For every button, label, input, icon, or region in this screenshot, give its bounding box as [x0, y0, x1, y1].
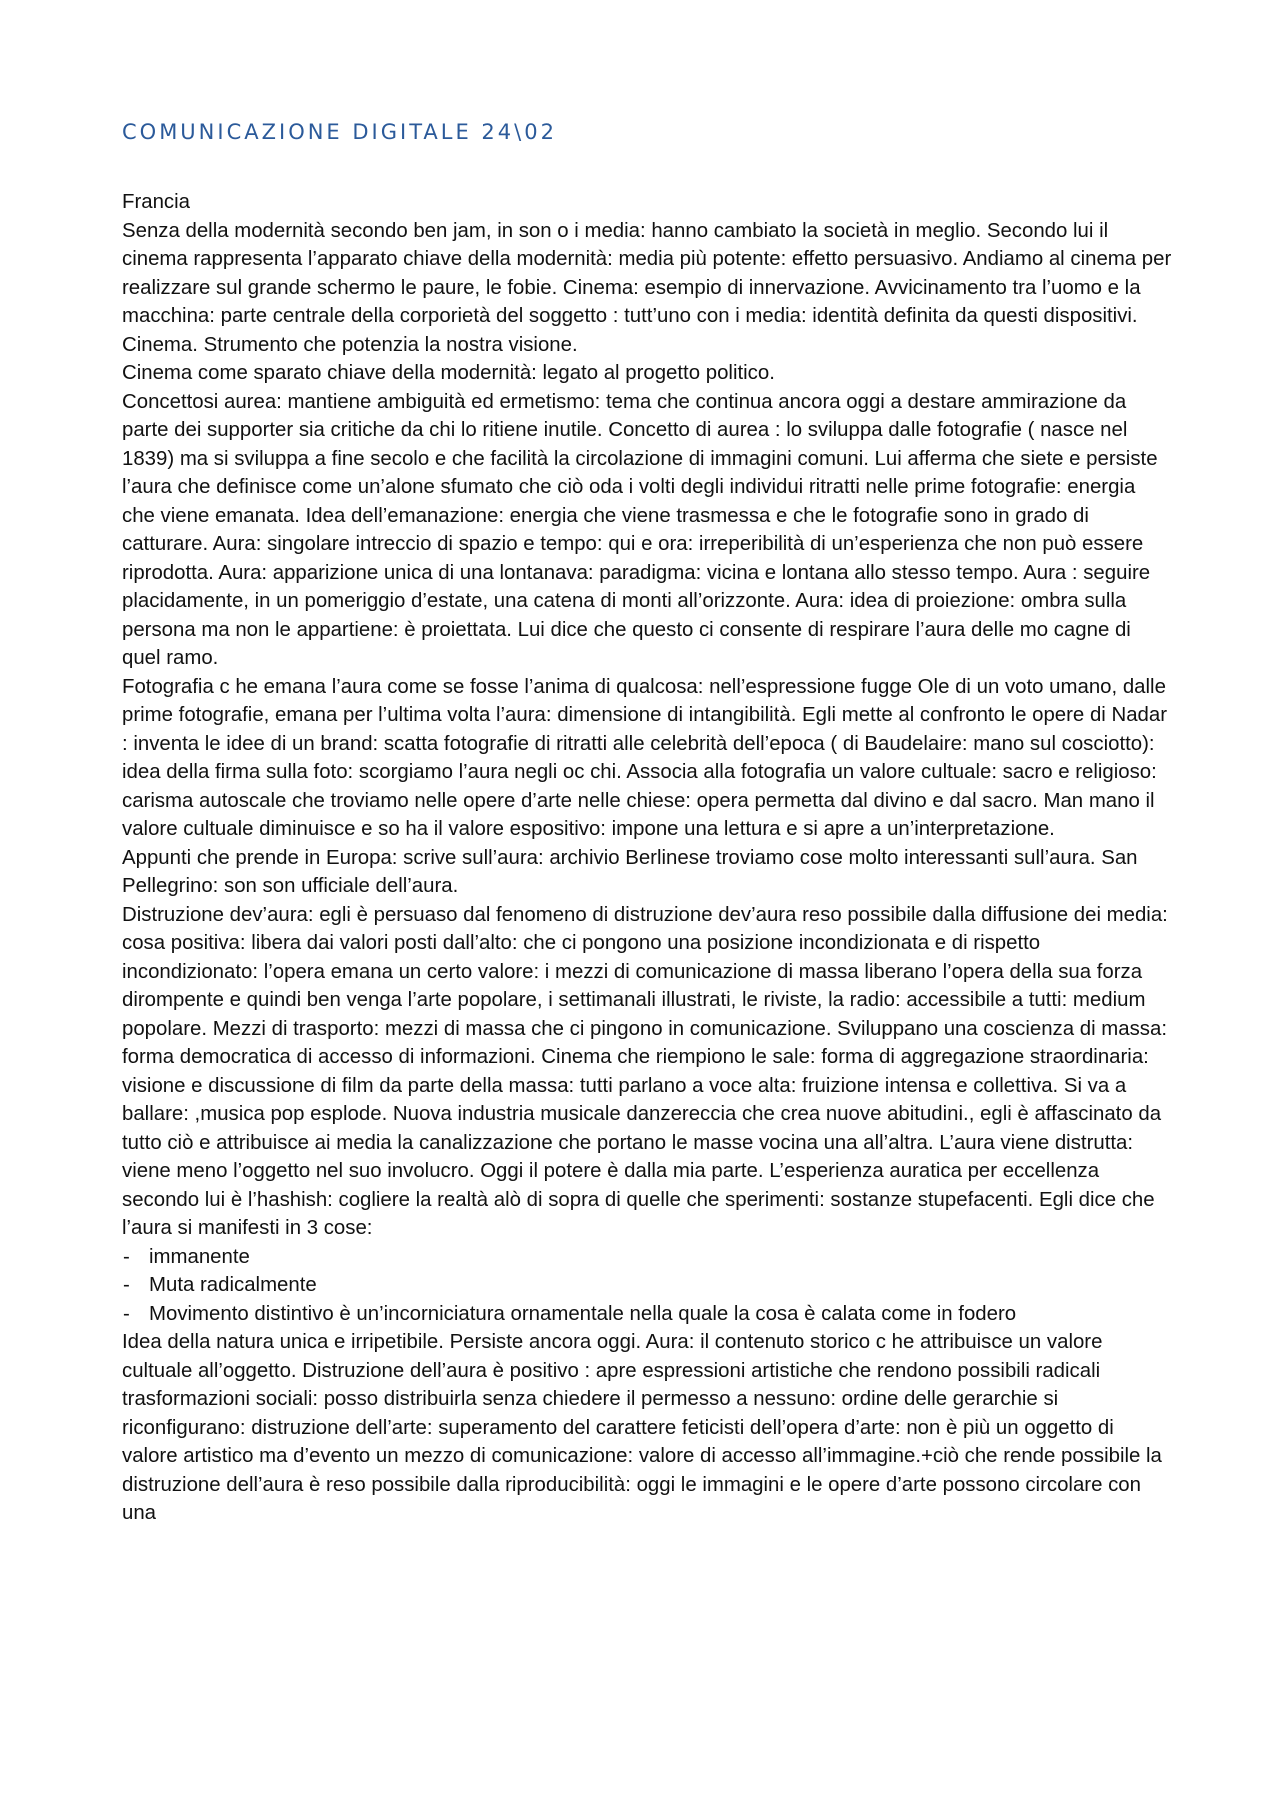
- bullet-list: [122, 1243, 1172, 1329]
- document-title: COMUNICAZIONE DIGITALE 24\02: [122, 120, 557, 144]
- bullet-item: - Movimento distintivo è un’incorniciatura ornamentale nella quale la cosa è calata come in fodero: [122, 1300, 1172, 1329]
- paragraph: Fotografia c he emana l’aura come se fosse l’anima di qualcosa: nell’espressione fugge Ole di un voto umano, dalle prime fotografie, emana per l’ultima volta l’aura: dimensione di intangibilità. Egli mette al confronto le opere di Nadar : inventa le idee di un brand: scatta fotografie di ritratti alle celebrità dell’epoca ( di Baudelaire: mano sul cosciotto): idea della firma sulla foto: scorgiamo l’aura negli oc chi. Associa alla fotografia un valore cultuale: sacro e religioso: carisma autoscale che troviamo nelle opere d’arte nelle chiese: opera permetta dal divino e dal sacro. Man mano il valore cultuale diminuisce e so ha il valore espositivo: impone una lettura e si apre a un’interpretazione.: [122, 675, 1168, 840]
- paragraph: Appunti che prende in Europa: scrive sull’aura: archivio Berlinese troviamo cose molto interessanti sull’aura. San Pellegrino: son son ufficiale dell’aura.: [122, 846, 1138, 897]
- paragraph: Idea della natura unica e irripetibile. Persiste ancora oggi. Aura: il contenuto storico c he attribuisce un valore cultuale all’oggetto. Distruzione dell’aura è positivo : apre espressioni artistiche che rendono possibili radicali trasformazioni sociali: posso distribuirla senza chiedere il permesso a nessuno: ordine delle gerarchie si riconfigurano: distruzione dell’arte: superamento del carattere feticisti dell’opera d’arte: non è più un oggetto di valore artistico ma d’evento un mezzo di comunicazione: valore di accesso all’immagine.+ciò che rende possibile la distruzione dell’aura è reso possibile dalla riproducibilità: oggi le immagini e le opere d’arte possono circolare con una: [122, 1331, 1162, 1524]
- document-body: [122, 188, 1172, 1528]
- bullet-item: - immanente: [122, 1243, 1172, 1272]
- document-page: [122, 118, 1172, 1528]
- paragraph: Cinema come sparato chiave della modernità: legato al progetto politico.: [122, 362, 775, 384]
- paragraph: Francia: [122, 191, 190, 213]
- paragraph: Concettosi aurea: mantiene ambiguità ed ermetismo: tema che continua ancora oggi a destare ammirazione da parte dei supporter sia critiche da chi lo ritiene inutile. Concetto di aurea : lo sviluppa dalle fotografie ( nasce nel 1839) ma si sviluppa a fine secolo e che facilità la circolazione di immagini comuni. Lui afferma che siete e persiste l’aura che definisce come un’alone sfumato che ciò oda i volti degli individui ritratti nelle prime fotografie: energia che viene emanata. Idea dell’emanazione: energia che viene trasmessa e che le fotografie sono in grado di catturare. Aura: singolare intreccio di spazio e tempo: qui e ora: irreperibilità di un’esperienza che non può essere riprodotta. Aura: apparizione unica di una lontanava: paradigma: vicina e lontana allo stesso tempo. Aura : seguire placidamente, in un pomeriggio d’estate, una catena di monti all’orizzonte. Aura: idea di proiezione: ombra sulla persona ma non le appartiene: è proiettata. Lui dice che questo ci consente di respirare l’aura delle mo cagne di quel ramo.: [122, 390, 1158, 669]
- paragraph: Senza della modernità secondo ben jam, in son o i media: hanno cambiato la società in meglio. Secondo lui il cinema rappresenta l’apparato chiave della modernità: media più potente: effetto persuasivo. Andiamo al cinema per realizzare sul grande schermo le paure, le fobie. Cinema: esempio di innervazione. Avvicinamento tra l’uomo e la macchina: parte centrale della corporietà del soggetto : tutt’uno con i media: identità definita da questi dispositivi. Cinema. Strumento che potenzia la nostra visione.: [122, 219, 1172, 356]
- bullet-item: - Muta radicalmente: [122, 1271, 1172, 1300]
- paragraph: Distruzione dev’aura: egli è persuaso dal fenomeno di distruzione dev’aura reso possibile dalla diffusione dei media: cosa positiva: libera dai valori posti dall’alto: che ci pongono una posizione incondizionata e di rispetto incondizionato: l’opera emana un certo valore: i mezzi di comunicazione di massa liberano l’opera della sua forza dirompente e quindi ben venga l’arte popolare, i settimanali illustrati, le riviste, la radio: accessibile a tutti: medium popolare. Mezzi di trasporto: mezzi di massa che ci pingono in comunicazione. Sviluppano una coscienza di massa: forma democratica di accesso di informazioni. Cinema che riempiono le sale: forma di aggregazione straordinaria: visione e discussione di film da parte della massa: tutti parlano a voce alta: fruizione intensa e collettiva. Si va a ballare: ,musica pop esplode. Nuova industria musicale danzereccia che crea nuove abitudini., egli è affascinato da tutto ciò e attribuisce ai media la canalizzazione che portano le masse vocina una all’altra. L’aura viene distrutta: viene meno l’oggetto nel suo involucro. Oggi il potere è dalla mia parte. L’esperienza auratica per eccellenza secondo lui è l’hashish: cogliere la realtà alò di sopra di quelle che sperimenti: sostanze stupefacenti. Egli dice che l’aura si manifesti in 3 cose:: [122, 903, 1168, 1239]
